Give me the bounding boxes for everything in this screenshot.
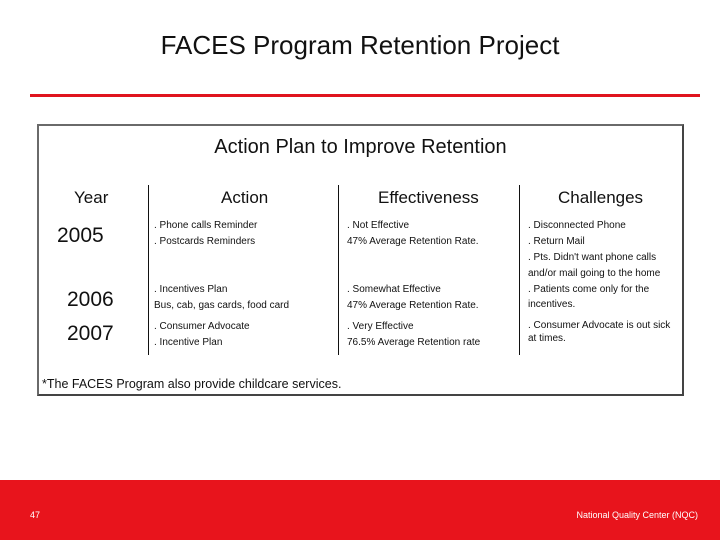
title-divider [30, 94, 700, 97]
grid-divider [148, 185, 149, 355]
effectiveness-line: . Not Effective [347, 220, 410, 231]
year-2006: 2006 [67, 288, 114, 311]
challenges-line: . Patients come only for the incentives. [528, 284, 650, 310]
action-line: . Incentives Plan [154, 284, 228, 295]
challenges-cell [528, 282, 678, 312]
grid-divider [519, 185, 520, 355]
page-number: 47 [30, 510, 41, 520]
slide-title: FACES Program Retention Project [160, 30, 560, 60]
grid-divider [338, 185, 339, 355]
year-2005: 2005 [57, 224, 104, 247]
footnote: *The FACES Program also provide childcare services. [42, 377, 342, 391]
action-cell [154, 319, 250, 351]
challenges-line: . Consumer Advocate is out sick at times. [528, 320, 671, 344]
organization-label: National Quality Center (NQC) [576, 510, 698, 520]
action-line: . Incentive Plan [154, 337, 223, 348]
effectiveness-line: . Very Effective [347, 321, 414, 332]
effectiveness-cell [347, 282, 479, 314]
header-effectiveness: Effectiveness [378, 188, 479, 207]
effectiveness-line: 76.5% Average Retention rate [347, 337, 481, 348]
challenges-line: . Disconnected Phone [528, 220, 626, 231]
action-line: Bus, cab, gas cards, food card [154, 300, 290, 311]
action-line: . Postcards Reminders [154, 236, 256, 247]
effectiveness-line: 47% Average Retention Rate. [347, 300, 479, 311]
action-line: . Phone calls Reminder [154, 220, 258, 231]
action-cell [154, 282, 289, 314]
effectiveness-line: 47% Average Retention Rate. [347, 236, 479, 247]
effectiveness-cell [347, 319, 480, 351]
challenges-line: . Pts. Didn't want phone calls and/or mail going to the home [528, 252, 661, 279]
year-2007: 2007 [67, 322, 114, 345]
challenges-cell [528, 319, 678, 345]
effectiveness-line: . Somewhat Effective [347, 284, 441, 295]
challenges-line: . Return Mail [528, 236, 585, 247]
header-year: Year [74, 188, 109, 207]
header-action: Action [221, 188, 269, 207]
header-challenges: Challenges [558, 188, 644, 207]
effectiveness-cell [347, 218, 479, 250]
panel-title: Action Plan to Improve Retention [214, 136, 507, 158]
challenges-cell [528, 218, 678, 282]
action-line: . Consumer Advocate [154, 321, 250, 332]
action-cell [154, 218, 257, 250]
